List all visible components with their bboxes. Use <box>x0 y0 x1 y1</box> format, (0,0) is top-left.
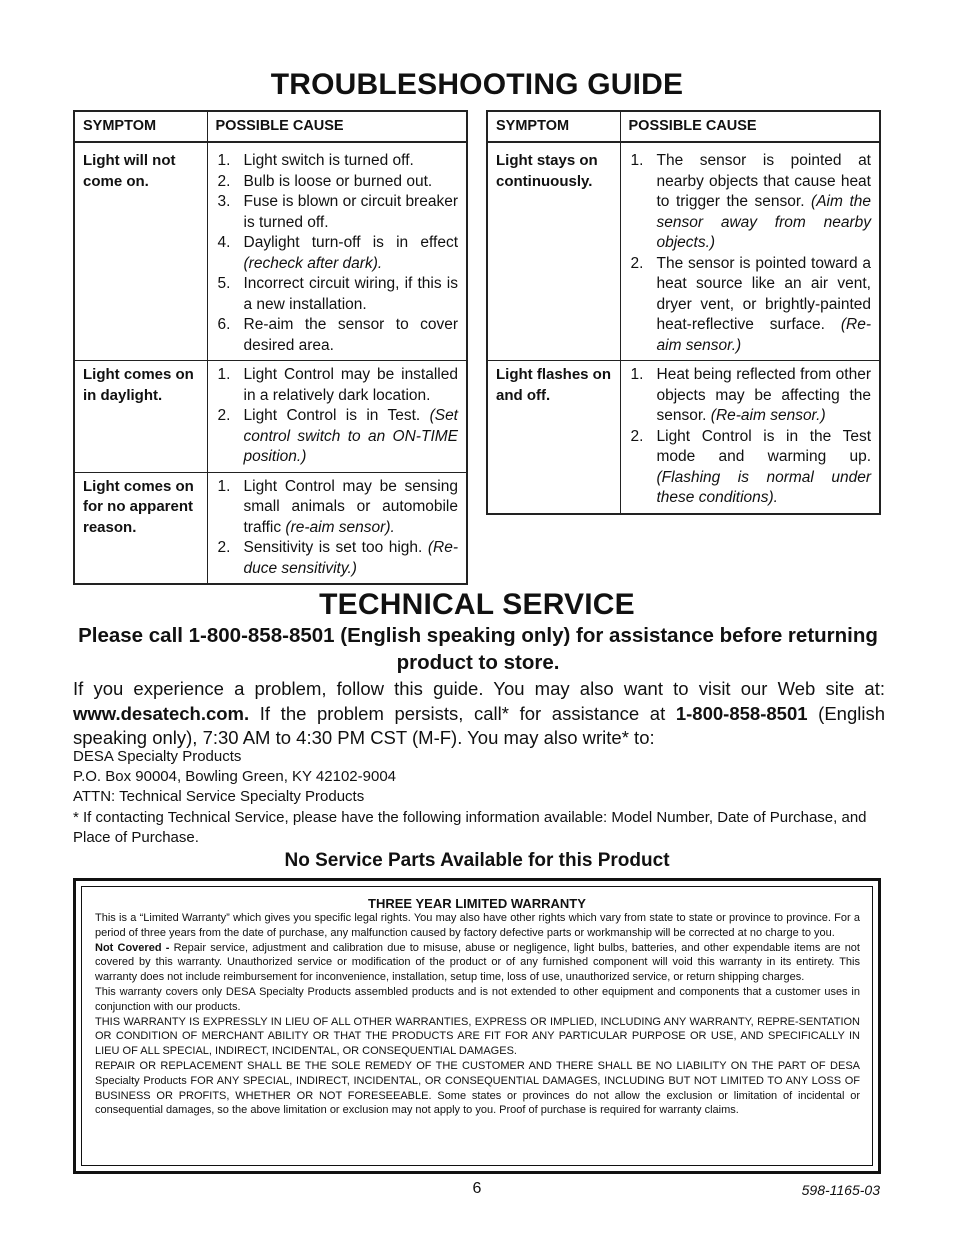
cause-cell <box>207 147 467 361</box>
warranty-title: THREE YEAR LIMITED WARRANTY <box>368 896 586 911</box>
cause-text: Incorrect circuit wiring, if this is a new installation. <box>243 275 458 313</box>
symptom-cell: Light flashes on and off. <box>487 361 620 514</box>
cause-number: 4. <box>217 234 231 251</box>
warranty-paragraph: THIS WARRANTY IS EXPRESSLY IN LIEU OF ALL OTHER WARRANTIES, EXPRESS OR IMPLIED, INCLUDING ANY WARRANTY, REPRE-SENTATION OR CONDITION OF MERCHANT ABILITY OR THAT THE PRODUCTS ARE FIT FOR ANY PARTICULAR PURPOSE OR USE, AND SPECIFICALLY IN LIEU OF ALL SPECIAL, INDIRECT, INCIDENTAL, OR CONSEQUENTIAL DAMAGES. <box>95 1015 860 1058</box>
cause-text: Light Control may be sensing small animals or automobile traffic <box>243 477 458 536</box>
troubleshooting-body-right <box>487 142 880 514</box>
cause-text: Light switch is turned off. <box>243 152 414 169</box>
cause-remedy: (Re-aim sensor.) <box>656 316 871 354</box>
cause-text: Light Control may be installed in a relatively dark location. <box>243 366 458 404</box>
cause-number: 2. <box>217 407 231 424</box>
cause-number: 6. <box>217 316 231 333</box>
cause-remedy: (Aim the sensor away from nearby objects.) <box>656 193 871 251</box>
document-code: 598-1165-03 <box>801 1182 880 1198</box>
warranty-inner-frame <box>81 886 873 1166</box>
cause-item <box>216 233 459 274</box>
website-link[interactable]: www.desatech.com. <box>73 702 250 724</box>
cause-item <box>216 274 459 315</box>
technical-service-title: TECHNICAL SERVICE <box>319 588 635 621</box>
cause-number: 5. <box>217 275 231 292</box>
cause-number: 3. <box>217 193 231 210</box>
cause-list <box>216 477 459 580</box>
cause-remedy: (Flashing is normal under these conditions). <box>656 468 871 506</box>
cause-remedy: (Re-aim sensor.) <box>710 407 826 424</box>
cause-remedy: (Set control switch to an ON-TIME position.) <box>243 407 458 465</box>
troubleshooting-row <box>487 361 880 514</box>
cause-number: 1. <box>217 152 231 169</box>
symptom-cell: Light stays on continuously. <box>487 147 620 361</box>
cause-text: Re-aim the sensor to cover desired area. <box>243 316 458 354</box>
cause-cell <box>207 472 467 584</box>
cause-text: Heat being reflected from other objects may be affecting the sensor. <box>656 366 871 424</box>
cause-cell <box>620 361 880 514</box>
cause-number: 1. <box>217 366 231 383</box>
not-covered-label: Not Covered - <box>95 941 174 954</box>
cause-item <box>216 192 459 233</box>
cause-number: 2. <box>630 427 644 445</box>
end-text: (English speaking only), 7:30 AM to 4:30 PM CST (M-F). You may also write* to: <box>73 702 885 748</box>
cause-number: 2. <box>217 539 231 556</box>
page-number: 6 <box>472 1180 482 1197</box>
header-symptom: SYMPTOM <box>487 111 620 142</box>
cause-item <box>216 538 459 579</box>
cause-list <box>629 151 872 356</box>
cause-list <box>629 365 872 509</box>
address-line: ATTN: Technical Service Specialty Products <box>73 788 365 805</box>
warranty-body <box>82 911 872 1118</box>
cause-item <box>629 365 872 427</box>
troubleshooting-table-right <box>486 110 881 515</box>
symptom-cell: Light comes on in daylight. <box>74 361 207 473</box>
phone-number: 1-800-858-8501 <box>675 702 808 724</box>
service-paragraph <box>73 677 885 751</box>
header-cause: POSSIBLE CAUSE <box>207 111 467 142</box>
warranty-paragraph: This warranty covers only DESA Specialty Products assembled products and is not extended to other equipment and components that a customer uses in conjunction with our products. <box>95 985 860 1013</box>
troubleshooting-row <box>74 472 467 584</box>
troubleshooting-row <box>74 361 467 473</box>
cause-item <box>216 151 459 172</box>
cause-text: The sensor is pointed toward a heat source like an air vent, dryer vent, or brightly-painted heat-reflective surface. <box>656 254 871 333</box>
header-cause: POSSIBLE CAUSE <box>620 111 880 142</box>
cause-text: Daylight turn-off is in effect <box>243 234 458 251</box>
cause-text: Sensitivity is set too high. <box>243 539 428 556</box>
cause-list <box>216 365 459 468</box>
symptom-cell: Light comes on for no apparent reason. <box>74 472 207 584</box>
cause-number: 1. <box>630 366 644 383</box>
cause-item <box>216 315 459 356</box>
cause-remedy: (recheck after dark). <box>243 254 383 272</box>
not-covered-text: Repair service, adjustment and calibration due to misuse, abuse or negligence, light bulbs, batteries, and other expendable items are not covered by this warranty. Unauthorized service or modification of the product or of any furnished component will void this warranty in its entirety. This warranty does not include reimbursement for inconvenience, installation, setup time, loss of use, unauthorized service, or return shipping charges. <box>95 941 860 984</box>
intro-text: If you experience a problem, follow this guide. You may also want to visit our Web site at: <box>73 678 885 699</box>
cause-number: 2. <box>630 254 644 272</box>
address-line: DESA Specialty Products <box>73 748 242 765</box>
cause-item <box>216 477 459 539</box>
warranty-paragraph <box>95 941 860 985</box>
address-line: P.O. Box 90004, Bowling Green, KY 42102-9004 <box>73 768 397 785</box>
cause-text: The sensor is pointed at nearby objects that cause heat to trigger the sensor. <box>656 152 871 210</box>
cause-item <box>216 172 459 193</box>
cause-text: Light Control is in the Test mode and warming up. <box>656 427 871 465</box>
warranty-paragraph: This is a “Limited Warranty” which gives you specific legal rights. You may also have other rights which vary from state to state or province to province. For a period of three years from the date of purchase, any malfunction caused by factory defective parts or workmanship will be corrected at no charge to you. <box>95 912 860 939</box>
mid-text: If the problem persists, call* for assistance at <box>249 702 676 724</box>
cause-text: Fuse is blown or circuit breaker is turned off. <box>243 193 458 231</box>
cause-item <box>216 406 459 468</box>
cause-cell <box>620 147 880 361</box>
troubleshooting-table-left <box>73 110 468 585</box>
no-service-parts-heading: No Service Parts Available for this Product <box>284 850 670 871</box>
cause-text: Bulb is loose or burned out. <box>243 172 433 190</box>
page-title: TROUBLESHOOTING GUIDE <box>270 68 684 101</box>
symptom-cell: Light will not come on. <box>74 147 207 361</box>
cause-item <box>629 151 872 254</box>
cause-item <box>216 365 459 406</box>
cause-item <box>629 427 872 509</box>
troubleshooting-row <box>487 147 880 361</box>
cause-remedy: (re-aim sensor). <box>285 518 395 536</box>
warranty-paragraph: REPAIR OR REPLACEMENT SHALL BE THE SOLE REMEDY OF THE CUSTOMER AND THERE SHALL BE NO LIABILITY ON THE PART OF DESA Specialty Products FOR ANY SPECIAL, INDIRECT, INCIDENTAL, OR CONSEQUENTIAL DAMAGES, INCLUDING BUT NOT LIMITED TO ANY LOSS OF BUSINESS OR PROFITS, WHETHER OR NOT FORESEEABLE. Some states or provinces do not allow the exclusion or limitation of incidental or consequential damages, so the above limitation or exclusion may not apply to you. Proof of purchase is required for warranty claims. <box>95 1059 860 1117</box>
cause-item <box>629 254 872 357</box>
cause-number: 2. <box>217 172 231 190</box>
cause-cell <box>207 361 467 473</box>
header-symptom: SYMPTOM <box>74 111 207 142</box>
mailing-address <box>73 747 396 807</box>
troubleshooting-body-left <box>74 142 467 584</box>
cause-number: 1. <box>217 477 231 495</box>
contact-note: * If contacting Technical Service, please have the following information available: Model Number, Date of Purchase, and Place of Purchase. <box>73 809 867 846</box>
assistance-callout: Please call 1-800-858-8501 (English speaking only) for assistance before returning product to store. <box>78 624 878 674</box>
cause-number: 1. <box>630 152 644 169</box>
cause-list <box>216 151 459 356</box>
cause-remedy: (Re-duce sensitivity.) <box>243 539 458 577</box>
troubleshooting-row <box>74 147 467 361</box>
warranty-box <box>73 878 881 1174</box>
cause-text: Light Control is in Test. <box>243 407 430 424</box>
